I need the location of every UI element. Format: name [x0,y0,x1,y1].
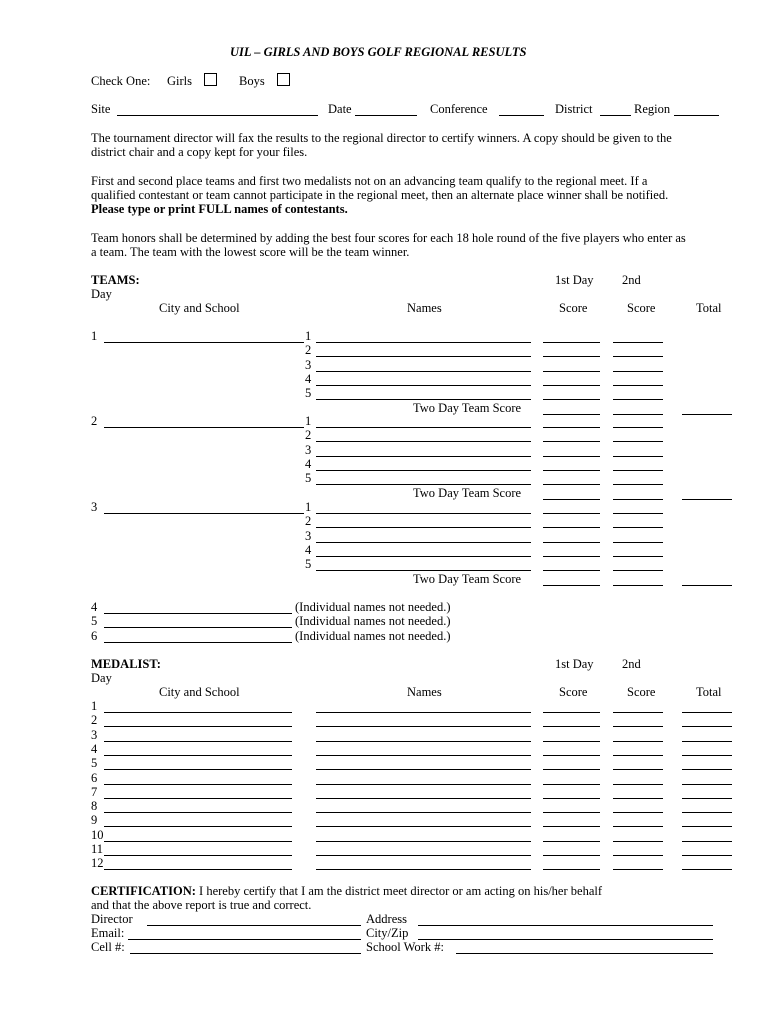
player-day1-score-field[interactable] [543,399,600,400]
player-day1-score-field[interactable] [543,427,600,428]
player-day2-score-field[interactable] [613,342,663,343]
school-work-field[interactable] [456,953,713,954]
player-name-field[interactable] [316,342,531,343]
medalist-total-field[interactable] [682,712,732,713]
medalist-total-field[interactable] [682,826,732,827]
region-label: Region [634,102,671,116]
medalist-number: 5 [91,756,98,771]
alternate-school-field[interactable] [104,627,292,628]
cell-label: Cell #: [91,940,125,954]
medalist-day-label: Day [91,671,112,685]
medalist-day1-score-field[interactable] [543,812,600,813]
player-number: 3 [305,442,312,457]
player-day1-score-field[interactable] [543,556,600,557]
player-day1-score-field[interactable] [543,342,600,343]
medalist-name-field[interactable] [316,726,531,727]
player-number: 2 [305,343,312,358]
player-number: 2 [305,428,312,443]
medalist-day2-score-field[interactable] [613,712,663,713]
medalist-total-field[interactable] [682,812,732,813]
player-number: 2 [305,514,312,529]
player-number: 4 [305,542,312,557]
player-day2-score-field[interactable] [613,470,663,471]
school-work-label: School Work #: [366,940,444,954]
player-day1-score-field[interactable] [543,356,600,357]
player-number: 3 [305,528,312,543]
director-label: Director [91,912,133,926]
alternate-number: 4 [91,600,98,614]
medalist-day2-score-field[interactable] [613,784,663,785]
player-name-field[interactable] [316,427,531,428]
medalist-number: 9 [91,813,98,828]
player-name-field[interactable] [316,542,531,543]
medalist-number: 7 [91,784,98,799]
site-label: Site [91,102,111,116]
teams-col-score2: Score [627,301,656,315]
team-number: 3 [91,500,98,514]
team-total-field[interactable] [682,414,732,415]
player-day2-score-field[interactable] [613,484,663,485]
medalist-school-field[interactable] [104,855,292,856]
medalist-number: 6 [91,770,98,785]
medalist-total-field[interactable] [682,784,732,785]
medalist-school-field[interactable] [104,826,292,827]
district-label: District [555,102,593,116]
player-name-field[interactable] [316,556,531,557]
teams-heading: TEAMS: [91,273,140,287]
team-number: 1 [91,329,98,343]
date-label: Date [328,102,352,116]
girls-checkbox[interactable] [204,73,217,86]
medalist-day1-score-field[interactable] [543,741,600,742]
teams-col-total: Total [696,301,722,315]
team-total-field[interactable] [682,585,732,586]
email-label: Email: [91,926,125,940]
teams-col-day2: 2nd [622,273,641,287]
page-title: UIL – GIRLS AND BOYS GOLF REGIONAL RESULTS [230,45,527,59]
medalist-day1-score-field[interactable] [543,841,600,842]
player-name-field[interactable] [316,385,531,386]
player-day2-score-field[interactable] [613,570,663,571]
certification-text-1: I hereby certify that I am the district meet director or am acting on his/her behalf [195,884,602,898]
director-field[interactable] [147,925,361,926]
player-day2-score-field[interactable] [613,556,663,557]
medalist-name-field[interactable] [316,769,531,770]
region-field[interactable] [674,115,719,116]
player-day1-score-field[interactable] [543,371,600,372]
medalist-school-field[interactable] [104,769,292,770]
district-field[interactable] [600,115,631,116]
certification-line-1 [91,884,602,898]
medalist-day2-score-field[interactable] [613,869,663,870]
teams-day-label: Day [91,287,112,301]
teams-col-names: Names [407,301,442,315]
player-day2-score-field[interactable] [613,371,663,372]
medalist-col-score1: Score [559,685,588,699]
medalist-name-field[interactable] [316,741,531,742]
player-day1-score-field[interactable] [543,385,600,386]
player-number: 5 [305,557,312,572]
medalist-school-field[interactable] [104,841,292,842]
two-day-team-score-label: Two Day Team Score [413,571,522,586]
medalist-total-field[interactable] [682,855,732,856]
teams-col-city: City and School [159,301,240,315]
medalist-school-field[interactable] [104,726,292,727]
player-day1-score-field[interactable] [543,513,600,514]
medalist-name-field[interactable] [316,826,531,827]
medalist-day1-score-field[interactable] [543,712,600,713]
alternate-note: (Individual names not needed.) [295,614,451,629]
medalist-day1-score-field[interactable] [543,869,600,870]
instructions-paragraph-3: Team honors shall be determined by adding the best four scores for each 18 hole round of the five players who enter as a team. The team with the lowest score will be the team winner. [91,231,686,259]
medalist-name-field[interactable] [316,812,531,813]
medalist-heading: MEDALIST: [91,657,161,671]
cell-field[interactable] [130,953,361,954]
player-number: 4 [305,456,312,471]
conference-field[interactable] [499,115,544,116]
medalist-name-field[interactable] [316,855,531,856]
medalist-col-day1: 1st Day [555,657,594,671]
medalist-name-field[interactable] [316,712,531,713]
instructions-emphasis: Please type or print FULL names of contestants. [91,202,348,216]
site-field[interactable] [117,115,318,116]
medalist-school-field[interactable] [104,741,292,742]
player-number: 5 [305,471,312,486]
player-number: 1 [305,414,312,428]
medalist-day2-score-field[interactable] [613,841,663,842]
medalist-col-names: Names [407,685,442,699]
medalist-day1-score-field[interactable] [543,769,600,770]
medalist-total-field[interactable] [682,841,732,842]
medalist-day1-score-field[interactable] [543,726,600,727]
medalist-name-field[interactable] [316,784,531,785]
conference-label: Conference [430,102,488,116]
team-day1-total-field[interactable] [543,414,600,415]
medalist-col-score2: Score [627,685,656,699]
cityzip-field[interactable] [418,939,713,940]
player-day2-score-field[interactable] [613,399,663,400]
alternate-number: 6 [91,628,98,643]
two-day-team-score-label: Two Day Team Score [413,400,522,415]
team-day2-total-field[interactable] [613,499,663,500]
medalist-day1-score-field[interactable] [543,855,600,856]
medalist-name-field[interactable] [316,755,531,756]
player-day1-score-field[interactable] [543,456,600,457]
medalist-number: 3 [91,727,98,742]
player-name-field[interactable] [316,513,531,514]
player-day1-score-field[interactable] [543,570,600,571]
player-day2-score-field[interactable] [613,385,663,386]
date-field[interactable] [355,115,417,116]
teams-col-score1: Score [559,301,588,315]
player-day2-score-field[interactable] [613,542,663,543]
medalist-number: 1 [91,699,98,713]
alternate-school-field[interactable] [104,613,292,614]
medalist-day2-score-field[interactable] [613,755,663,756]
email-field[interactable] [128,939,361,940]
certification-heading: CERTIFICATION: [91,884,196,898]
medalist-total-field[interactable] [682,755,732,756]
address-label: Address [366,912,407,926]
teams-col-day1: 1st Day [555,273,594,287]
medalist-day2-score-field[interactable] [613,726,663,727]
medalist-day1-score-field[interactable] [543,755,600,756]
player-number: 3 [305,357,312,372]
alternate-note: (Individual names not needed.) [295,600,451,614]
alternate-note: (Individual names not needed.) [295,628,451,643]
team-day2-total-field[interactable] [613,414,663,415]
medalist-name-field[interactable] [316,841,531,842]
medalist-number: 2 [91,713,98,728]
medalist-number: 11 [91,842,104,856]
instructions-paragraph-2 [91,174,691,216]
alternate-number: 5 [91,614,98,629]
team-school-field[interactable] [104,342,304,343]
player-name-field[interactable] [316,470,531,471]
team-day1-total-field[interactable] [543,499,600,500]
medalist-school-field[interactable] [104,784,292,785]
player-name-field[interactable] [316,356,531,357]
medalist-school-field[interactable] [104,798,292,799]
player-name-field[interactable] [316,441,531,442]
boys-checkbox[interactable] [277,73,290,86]
instructions-paragraph-1: The tournament director will fax the results to the regional director to certify winners. A copy should be given to the district chair and a copy kept for your files. [91,131,672,159]
player-day1-score-field[interactable] [543,542,600,543]
team-total-field[interactable] [682,499,732,500]
medalist-day2-score-field[interactable] [613,855,663,856]
player-number: 1 [305,329,312,343]
medalist-school-field[interactable] [104,812,292,813]
team-day1-total-field[interactable] [543,585,600,586]
medalist-day1-score-field[interactable] [543,798,600,799]
medalist-day2-score-field[interactable] [613,741,663,742]
medalist-name-field[interactable] [316,869,531,870]
player-day1-score-field[interactable] [543,484,600,485]
two-day-team-score-label: Two Day Team Score [413,485,522,500]
medalist-day1-score-field[interactable] [543,826,600,827]
player-number: 5 [305,386,312,401]
alternate-school-field[interactable] [104,642,292,643]
check-one-label: Check One: [91,74,151,88]
team-school-field[interactable] [104,513,304,514]
medalist-total-field[interactable] [682,798,732,799]
medalist-number: 10 [91,827,104,842]
medalist-school-field[interactable] [104,869,292,870]
medalist-name-field[interactable] [316,798,531,799]
medalist-day1-score-field[interactable] [543,784,600,785]
medalist-total-field[interactable] [682,741,732,742]
instructions-text: First and second place teams and first two medalists not on an advancing team qualify to the regional meet. If a qualified contestant or team cannot participate in the regional meet, then an alternate place winner shall be notified. [91,174,669,202]
player-day2-score-field[interactable] [613,456,663,457]
medalist-day2-score-field[interactable] [613,769,663,770]
medalist-school-field[interactable] [104,755,292,756]
player-name-field[interactable] [316,371,531,372]
player-day2-score-field[interactable] [613,441,663,442]
player-day2-score-field[interactable] [613,513,663,514]
player-number: 4 [305,371,312,386]
player-name-field[interactable] [316,456,531,457]
team-day2-total-field[interactable] [613,585,663,586]
address-field[interactable] [418,925,713,926]
team-number: 2 [91,414,98,428]
medalist-col-city: City and School [159,685,240,699]
player-day2-score-field[interactable] [613,527,663,528]
cityzip-label: City/Zip [366,926,409,940]
player-day1-score-field[interactable] [543,441,600,442]
player-name-field[interactable] [316,527,531,528]
medalist-day2-score-field[interactable] [613,812,663,813]
medalist-total-field[interactable] [682,769,732,770]
player-day2-score-field[interactable] [613,427,663,428]
medalist-number: 8 [91,799,98,814]
team-school-field[interactable] [104,427,304,428]
medalist-school-field[interactable] [104,712,292,713]
medalist-total-field[interactable] [682,726,732,727]
medalist-day2-score-field[interactable] [613,826,663,827]
medalist-total-field[interactable] [682,869,732,870]
medalist-day2-score-field[interactable] [613,798,663,799]
player-day1-score-field[interactable] [543,527,600,528]
medalist-number: 4 [91,741,98,756]
medalist-col-day2: 2nd [622,657,641,671]
player-day1-score-field[interactable] [543,470,600,471]
boys-label: Boys [239,74,265,88]
certification-text-2: and that the above report is true and correct. [91,898,312,912]
player-day2-score-field[interactable] [613,356,663,357]
girls-label: Girls [167,74,192,88]
medalist-col-total: Total [696,685,722,699]
medalist-number: 12 [91,856,104,871]
player-number: 1 [305,500,312,514]
